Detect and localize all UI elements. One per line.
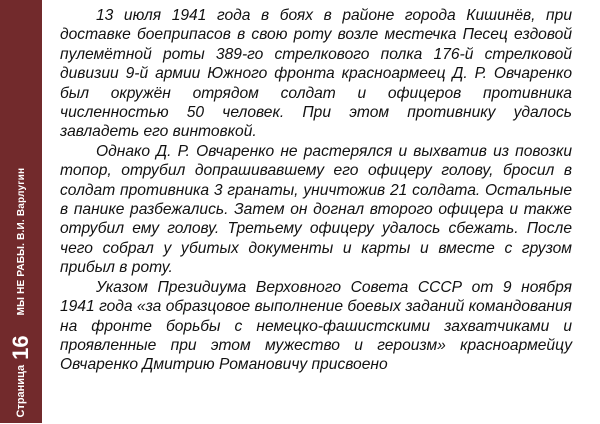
- page-label: Страница: [15, 364, 27, 418]
- paragraph-escape: Однако Д. Р. Овчаренко не растерялся и выхватив из повозки топор, отрубил допрашивавшему его офицеру голову, бросил в солдат противника 3 гранаты, уничтожив 21 солдата. Остальные в панике разбежались. Затем он догнал второго офицера и также отрубил ему голову. Третьему офицеру удалось сбежать. После чего собрал у убитых документы и карты и вместе с грузом прибыл в роту.: [60, 142, 572, 277]
- page-sidebar: [0, 0, 42, 423]
- paragraph-decree: Указом Президиума Верховного Совета СССР от 9 ноября 1941 года «за образцовое выполнение боевых заданий командования на фронте борьбы с немецко-фашистскими захватчиками и проявленные при этом мужество и героизм» красноармейцу Овчаренко Дмитрию Романовичу присвоено: [60, 278, 572, 374]
- page-number: 16: [8, 335, 33, 360]
- document-body: [60, 6, 572, 375]
- book-title: МЫ НЕ РАБЫ. В.И. Варлугин: [15, 167, 27, 316]
- sidebar-label-group: [0, 1, 42, 424]
- paragraph-battle: 13 июля 1941 года в боях в районе города Кишинёв, при доставке боеприпасов в свою роту возле местечка Песец ездовой пулемётной роты 389-го стрелкового полка 176-й стрелковой дивизии 9-й армии Южного фронта красноармеец Д. Р. Овчаренко был окружён отрядом солдат и офицеров противника численностью 50 человек. При этом противнику удалось завладеть его винтовкой.: [60, 7, 572, 141]
